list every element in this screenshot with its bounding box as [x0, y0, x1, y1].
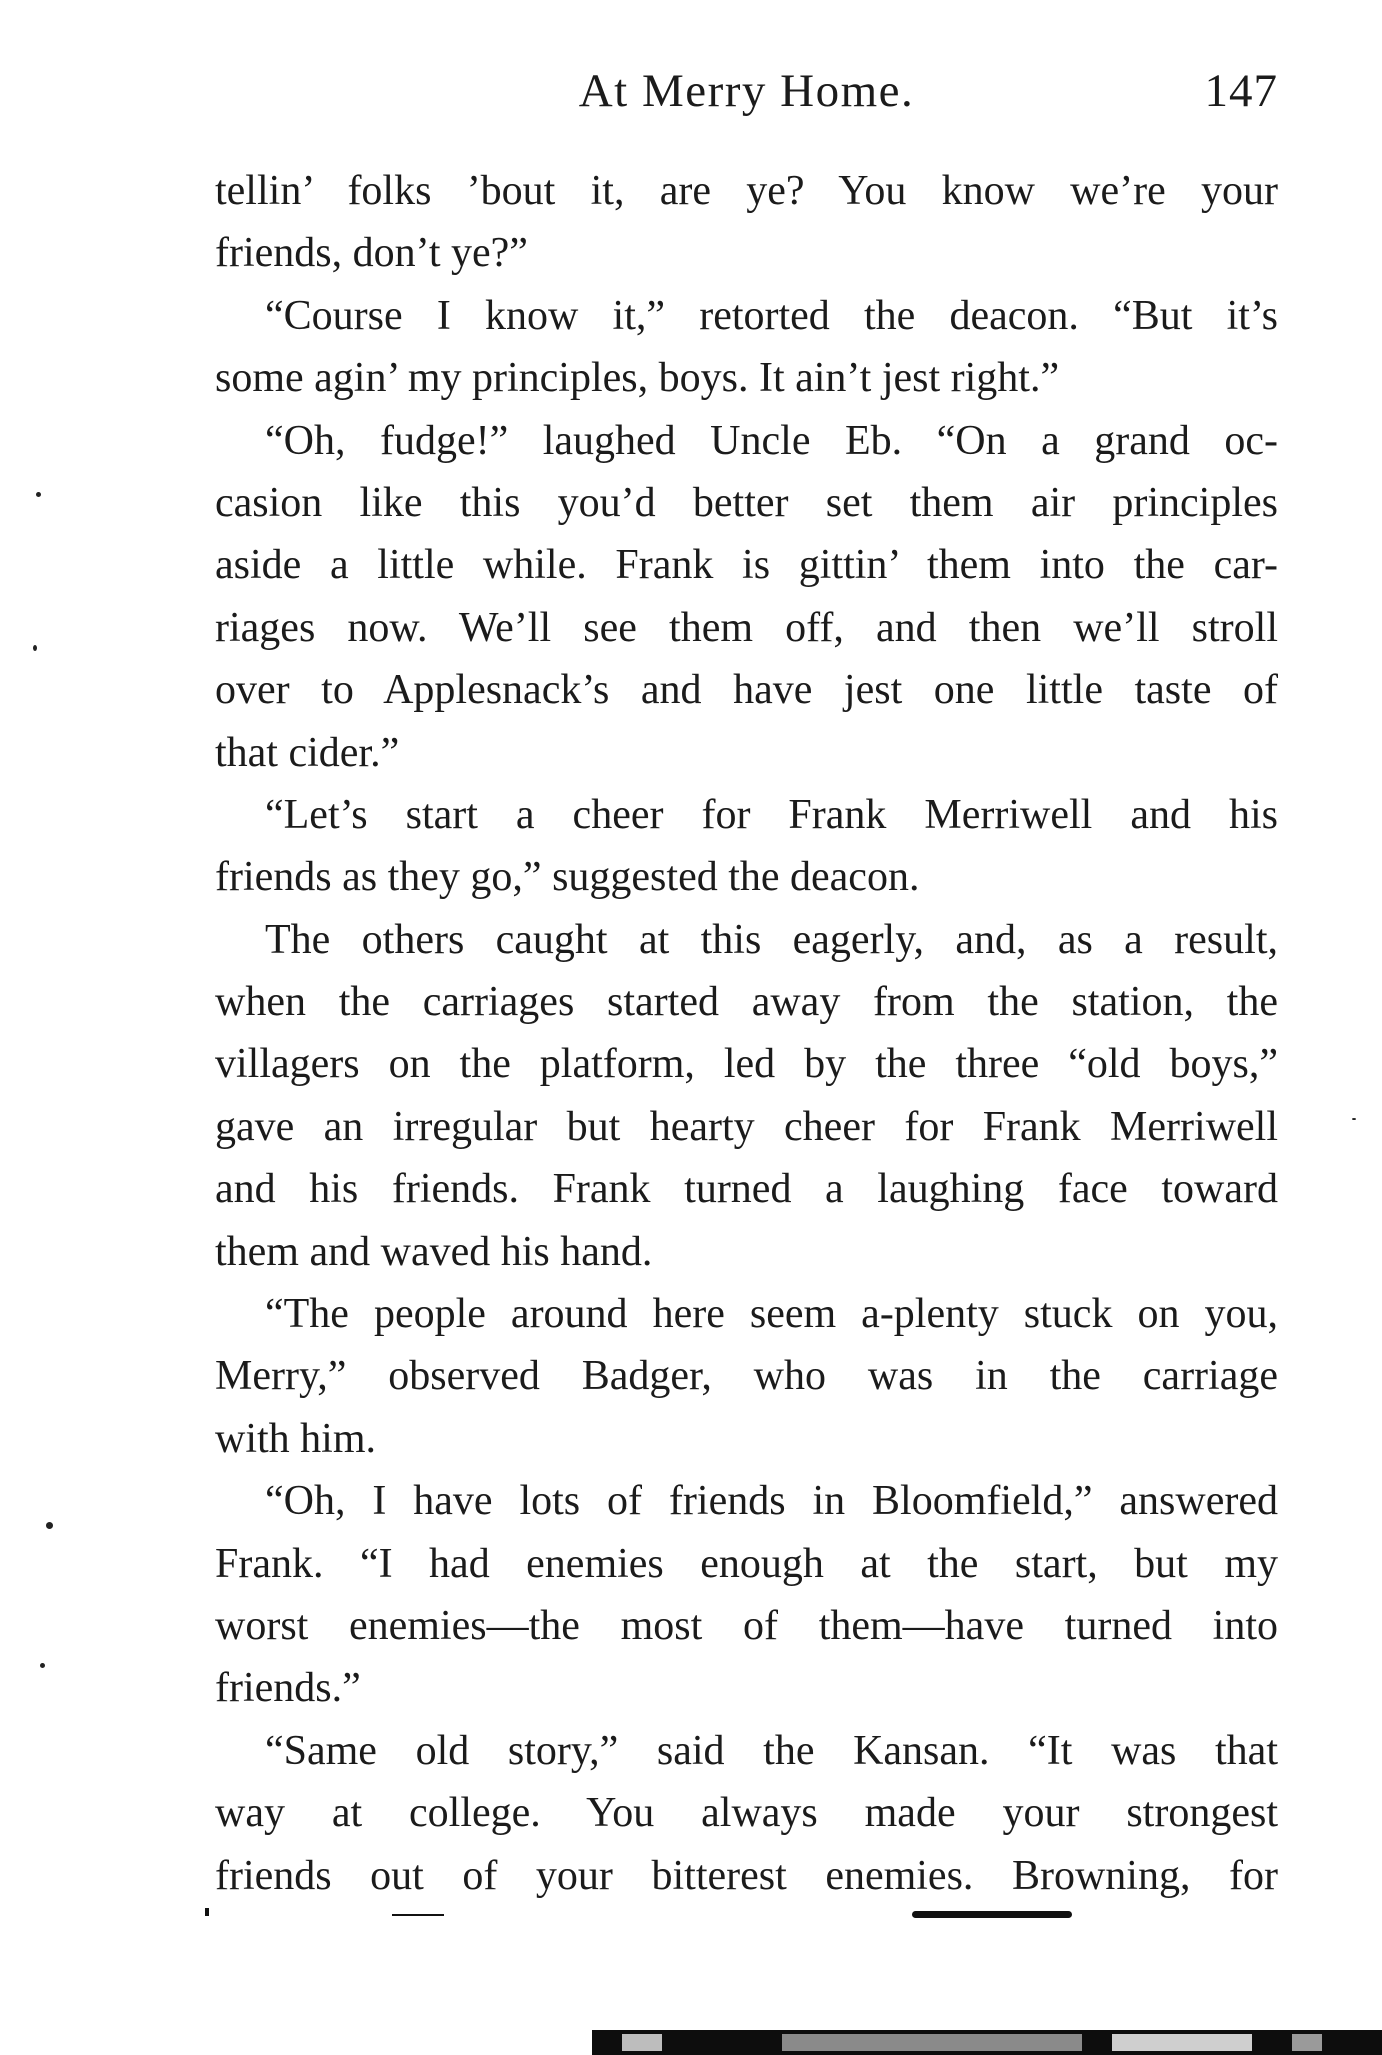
scan-speck [46, 1522, 53, 1529]
text-line: gave an irregular but hearty cheer for Frank Merriwell [215, 1103, 1278, 1150]
text-line: “The people around here seem a-plenty stuck on you, [265, 1291, 1278, 1338]
ink-smudge [912, 1911, 1072, 1918]
text-line: that cider.” [215, 729, 400, 776]
text-line: “Oh, I have lots of friends in Bloomfield,” answered [265, 1478, 1278, 1525]
paragraph [215, 784, 1278, 909]
text-line: them and waved his hand. [215, 1228, 653, 1275]
text-line: when the carriages started away from the station, the [215, 979, 1278, 1026]
text-line: tellin’ folks ’bout it, are ye? You know we’re your [215, 168, 1278, 214]
paragraph [215, 285, 1278, 410]
paragraph [215, 1470, 1278, 1720]
text-line: casion like this you’d better set them air principles [215, 479, 1278, 526]
scan-speck [33, 645, 37, 651]
ink-smudge [392, 1914, 444, 1916]
body-text [215, 160, 1278, 1907]
text-line: “Let’s start a cheer for Frank Merriwell and his [265, 791, 1278, 838]
paragraph [215, 1283, 1278, 1470]
text-line: riages now. We’ll see them off, and then we’ll stroll [215, 604, 1278, 651]
scan-speck [40, 1663, 45, 1668]
text-line: friends, don’t ye?” [215, 230, 528, 277]
text-line: villagers on the platform, led by the three “old boys,” [215, 1041, 1278, 1088]
text-line: The others caught at this eagerly, and, as a result, [265, 916, 1278, 963]
text-line: “Same old story,” said the Kansan. “It was that [265, 1727, 1278, 1774]
page-number: 147 [1204, 65, 1278, 117]
paragraph [215, 909, 1278, 1283]
text-line: worst enemies—the most of them—have turned into [215, 1602, 1278, 1649]
scan-edge-artifact [592, 2030, 1382, 2055]
ink-smudge [205, 1908, 209, 1916]
text-line: aside a little while. Frank is gittin’ them into the car- [215, 542, 1278, 589]
text-line: friends as they go,” suggested the deacon. [215, 854, 920, 901]
paragraph [215, 160, 1278, 285]
running-head [215, 64, 1278, 124]
running-title: At Merry Home. [578, 65, 915, 117]
text-line: over to Applesnack’s and have jest one little taste of [215, 667, 1278, 714]
text-line: with him. [215, 1415, 377, 1462]
paragraph [215, 1720, 1278, 1907]
text-line: way at college. You always made your strongest [215, 1790, 1278, 1837]
text-line: friends.” [215, 1665, 361, 1712]
text-line: Merry,” observed Badger, who was in the carriage [215, 1353, 1278, 1400]
text-line: “Course I know it,” retorted the deacon. “But it’s [265, 292, 1278, 339]
text-line: and his friends. Frank turned a laughing face toward [215, 1166, 1278, 1213]
text-line: some agin’ my principles, boys. It ain’t jest right.” [215, 355, 1060, 402]
scan-speck [36, 492, 41, 497]
scan-speck [1352, 1118, 1356, 1120]
paragraph [215, 410, 1278, 784]
text-line: Frank. “I had enemies enough at the start, but my [215, 1540, 1278, 1587]
text-line: friends out of your bitterest enemies. Browning, for [215, 1852, 1278, 1899]
text-line: “Oh, fudge!” laughed Uncle Eb. “On a grand oc- [265, 417, 1278, 464]
